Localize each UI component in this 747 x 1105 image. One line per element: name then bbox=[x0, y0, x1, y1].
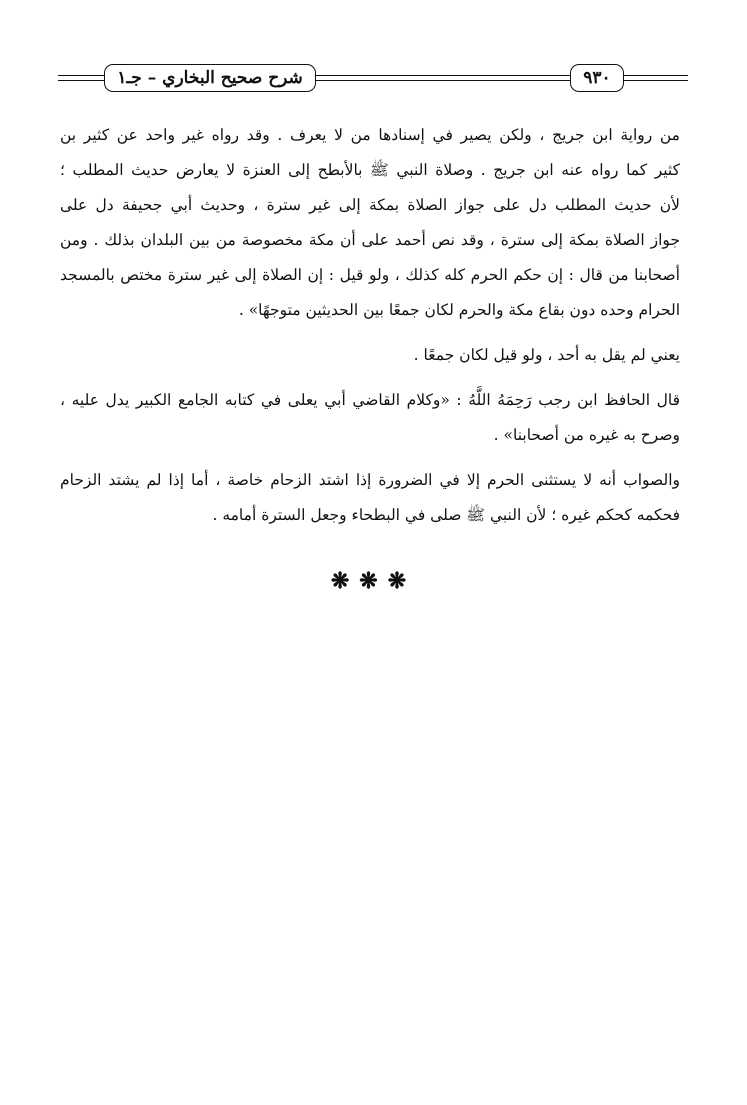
header-rule bbox=[316, 80, 570, 81]
book-title bbox=[104, 64, 316, 92]
header-rule bbox=[58, 80, 104, 81]
text-line: وصرح به غيره من أصحابنا» . bbox=[493, 426, 680, 444]
page-number bbox=[570, 64, 624, 92]
text-line: قال الحافظ ابن رجب رَحِمَهُ اللَّهُ : «وكلام القاضي أبي يعلى في كتابه الجامع الكبير يدل عليه ، bbox=[60, 391, 680, 409]
page-number-text: ٩٣٠ bbox=[583, 68, 611, 88]
text-line: الحرام وحده دون بقاع مكة والحرم لكان جمعًا بين الحديثين متوجهًا» . bbox=[238, 301, 680, 319]
body-text bbox=[60, 118, 680, 533]
section-separator: ❋❋❋ bbox=[330, 568, 417, 594]
paragraph bbox=[60, 383, 680, 453]
paragraph bbox=[60, 463, 680, 533]
text-line: جواز الصلاة بمكة إلى سترة ، وقد نص أحمد على أن مكة مخصوصة من بين البلدان بذلك . ومن bbox=[60, 231, 680, 249]
text-line: كثير كما رواه عنه ابن جريج . وصلاة النبي ﷺ بالأبطح إلى العنزة لا يعارض حديث المطلب ؛ bbox=[60, 161, 680, 179]
header-rule bbox=[624, 75, 688, 76]
text-line: من رواية ابن جريج ، ولكن يصير في إسنادها من لا يعرف . وقد رواه غير واحد عن كثير بن bbox=[60, 126, 680, 144]
book-title-text: شرح صحيح البخاري – جـ١ bbox=[117, 68, 303, 88]
header-rule bbox=[58, 75, 104, 76]
text-line: أصحابنا من قال : إن حكم الحرم كله كذلك ، ولو قيل : إن الصلاة إلى غير سترة مختص بالمسجد bbox=[60, 266, 680, 284]
text-line: لأن حديث المطلب دل على جواز الصلاة بمكة إلى غير سترة ، وحديث أبي جحيفة دل على bbox=[60, 196, 680, 214]
paragraph bbox=[60, 338, 680, 373]
text-line: فحكمه كحكم غيره ؛ لأن النبي ﷺ صلى في البطحاء وجعل السترة أمامه . bbox=[212, 506, 680, 524]
text-line: يعني لم يقل به أحد ، ولو قيل لكان جمعًا . bbox=[413, 346, 680, 364]
page-header bbox=[58, 60, 688, 98]
header-rule bbox=[316, 75, 570, 76]
header-rule bbox=[624, 80, 688, 81]
paragraph bbox=[60, 118, 680, 328]
text-line: والصواب أنه لا يستثنى الحرم إلا في الضرورة إذا اشتد الزحام خاصة ، أما إذا لم يشتد الزحام bbox=[60, 471, 680, 489]
